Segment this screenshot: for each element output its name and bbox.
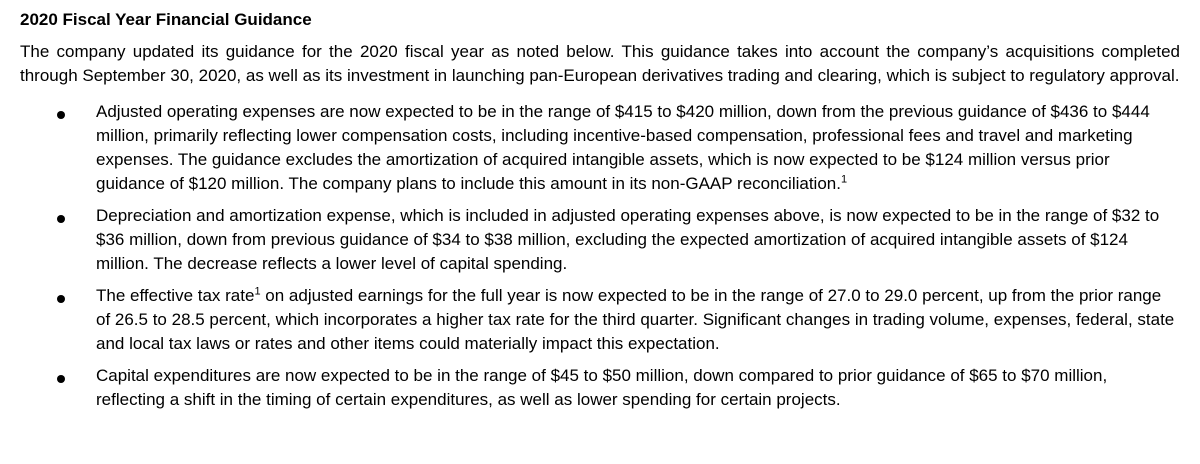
bullet-text: [96, 364, 1180, 412]
bullet-dot-icon: [57, 215, 65, 223]
bullet-text: [96, 204, 1180, 276]
footnote-ref: 1: [840, 173, 848, 186]
footnote-ref: 1: [254, 285, 261, 298]
bullet-text-main: Adjusted operating expenses are now expected to be in the range of $415 to $420 million, down from the previous guidance of $436 to $444 million, primarily reflecting lower compensation costs, including incentive-based compensation, professional fees and travel and marketing expenses. The guidance excludes the amortization of acquired intangible assets, which is now expected to be $124 million versus prior guidance of $120 million. The company plans to include this amount in its non-GAAP reconciliation.: [96, 102, 1150, 193]
bullet-dot-icon: [57, 375, 65, 383]
section-heading: 2020 Fiscal Year Financial Guidance: [20, 10, 312, 29]
intro-paragraph: The company updated its guidance for the 2020 fiscal year as noted below. This guidance takes into account the company’s acquisitions completed through September 30, 2020, as well as its investment in launching pan-European derivatives trading and clearing, which is subject to regulatory approval.: [20, 42, 1180, 85]
guidance-bullet-list: [20, 100, 1180, 412]
bullet-text: [96, 100, 1180, 196]
bullet-text-main: The effective tax rate: [96, 286, 255, 305]
guidance-bullet-operating-expenses: [20, 100, 1180, 196]
bullet-dot-icon: [57, 295, 65, 303]
guidance-bullet-tax-rate: [20, 284, 1180, 356]
guidance-bullet-capex: [20, 364, 1180, 412]
guidance-bullet-depreciation: [20, 204, 1180, 276]
bullet-text: [96, 284, 1180, 356]
bullet-text-main: Capital expenditures are now expected to be in the range of $45 to $50 million, down compared to prior guidance of $65 to $70 million, reflecting a shift in the timing of certain expenditures, as well as lower spending for certain projects.: [96, 366, 1108, 409]
bullet-dot-icon: [57, 111, 65, 119]
bullet-text-main: Depreciation and amortization expense, which is included in adjusted operating expenses above, is now expected to be in the range of $32 to $36 million, down from previous guidance of $34 to $38 million, excluding the expected amortization of acquired intangible assets of $124 million. The decrease reflects a lower level of capital spending.: [96, 206, 1160, 273]
bullet-text-tail: on adjusted earnings for the full year is now expected to be in the range of 27.0 to 29.0 percent, up from the prior range of 26.5 to 28.5 percent, which incorporates a higher tax rate for the third quarter. Significant changes in trading volume, expenses, federal, state and local tax laws or rates and other items could materially impact this expectation.: [96, 286, 1175, 353]
